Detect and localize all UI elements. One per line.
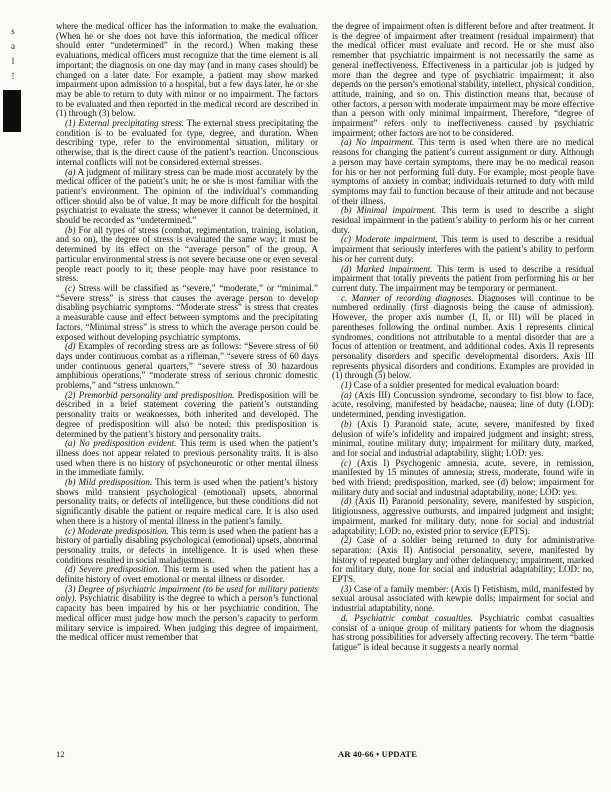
- text-segment: d. Psychiatric combat casualties.: [341, 612, 474, 623]
- text-segment: (d) Marked impairment.: [341, 263, 433, 274]
- text-segment: (2): [341, 535, 352, 546]
- text-segment: c. Manner of recording diagnoses.: [341, 292, 474, 303]
- text-segment: Case of a soldier presented for medical evaluation board:: [351, 380, 560, 391]
- paragraph: [56, 168, 318, 226]
- text-segment: (Axis I) Psychogenic amnesia, acute, severe, in remission, manifested by 15 minutes of amnesia; stress, moderate, found wife in bed with friend; predisposition, marked, see (d) below; impairment for military duty and social and industrial adaptability, none; LOD: yes.: [332, 457, 594, 497]
- paragraph: [332, 294, 594, 381]
- text-segment: (1): [341, 380, 352, 391]
- margin-bar-artifact: [3, 90, 21, 132]
- text-segment: (Axis I) Paranoid state, acute, severe, manifested by fixed delusion of wife’s infidelity and impaired judgment and insight; stress, minimal, routine military duty; impairment for military duty, marked, and for social and industrial adaptability, slight; LOD: yes.: [332, 418, 594, 458]
- paragraph: [332, 138, 594, 206]
- paragraph: [332, 614, 594, 653]
- paragraph: [332, 235, 594, 264]
- text-segment: (c): [65, 282, 75, 293]
- text-segment: (2) Premorbid personality and predisposition.: [65, 389, 235, 400]
- text-segment: Predisposition will be described in a brief statement covering the patient’s outstanding personality traits or weaknesses, both inherited and developed. The degree of predisposition will also be noted; this predisposition is determined by the patient’s history and personality traits.: [56, 389, 318, 439]
- paragraph: [332, 22, 594, 138]
- margin-artifact-letter: !: [11, 71, 15, 81]
- text-segment: (Axis II) Paranoid personality, severe, manifested by suspicion, litigiousness, aggressive outbursts, and impaired judgment and insight; impairment, marked for military duty, none for social and industrial adaptability; LOD: no, existed prior to service (EPTS).: [332, 496, 594, 536]
- text-segment: Case of a family member: (Axis I) Fetishism, mild, manifested by sexual arousal associated with kewpie dolls; impairment for social and industrial adaptability, none.: [332, 583, 594, 614]
- left-column: [56, 22, 318, 653]
- paragraph: [332, 420, 594, 459]
- text-segment: This term is used when the patient’s illness does not appear related to previous personality traits. It is also used when there is no history of psychoneurotic or other mental illness in the immediate family.: [56, 438, 318, 478]
- text-segment: This term is used to describe a residual impairment that totally prevents the patient from performing his or her current duty. The impairment may be temporary or permanent.: [332, 263, 594, 293]
- regulation-id: AR 40-66 • UPDATE: [338, 749, 418, 759]
- text-segment: For all types of stress (combat, regimentation, training, isolation, and so on), the degree of stress is evaluated the same way; it must be determined by its effect on the “average person” of the group. A particular environmental stress is not severe because one or even several people react poorly to it; these people may have poor resistance to stress.: [56, 224, 318, 284]
- paragraph: [332, 265, 594, 294]
- text-segment: Psychiatric combat casualties consist of a unique group of military patients for whom the diagnosis has strong possibilities for adversely affecting recovery. The term “battle fatigue” is ideal because it suggests a nearly normal: [332, 612, 595, 652]
- paragraph: [56, 226, 318, 284]
- paragraph: [56, 565, 318, 584]
- margin-artifact-letter: s: [11, 26, 15, 36]
- text-segment: (b): [341, 418, 352, 429]
- text-segment: (c) Moderate impairment.: [341, 234, 438, 245]
- text-segment: This term is used to describe a slight residual impairment in the patient’s ability to perform his or her current duty.: [332, 205, 594, 235]
- paragraph: [56, 284, 318, 342]
- text-segment: This term is used to describe a residual impairment that seriously interferes with the patient’s ability to perform his or her current duty.: [332, 234, 594, 264]
- margin-artifact-letter: l: [11, 56, 15, 66]
- paragraph: [56, 527, 318, 566]
- paragraph: [56, 585, 318, 643]
- text-segment: (d) Severe predisposition.: [65, 564, 160, 575]
- text-body: [56, 22, 594, 653]
- text-segment: (c) Moderate predisposition.: [65, 525, 169, 536]
- text-segment: (b) Mild predisposition.: [65, 477, 153, 488]
- text-segment: (a): [341, 389, 352, 400]
- text-segment: (a) No predisposition evident.: [65, 438, 177, 449]
- text-segment: where the medical officer has the information to make the evaluation. (When he or she does not have this information, the medical officer should enter “undetermined” in the record.) When making these evaluations, medical officers must recognize that the time element is all important; the diagnosis on one day may (and in many cases should) be changed on a later date. For example, a patient may show marked impairment upon admission to a hospital, but a few days later, he or she may be able to return to duty with minor or no impairment. The factors to be evaluated and then reported in the medical record are described in (1) through (3) below.: [56, 21, 318, 119]
- text-segment: Diagnoses will continue to be numbered ordinally (first diagnosis being the cause of admission). However, the proper axis number (I, II, or III) will be placed in parentheses following the ordinal number. Axis I represents clinical syndromes, conditions not attributable to a mental disorder that are a focus of attention or treatment, and additional codes. Axis II represents personality disorders and specific developmental disorders. Axis III represents physical disorders and conditions. Examples are provided in (1) through (5) below.: [332, 292, 594, 381]
- text-segment: (a) No impairment.: [341, 137, 415, 148]
- text-segment: This term is used when the patient has a definite history of overt emotional or mental illness or disorder.: [56, 564, 318, 585]
- paragraph: [56, 439, 318, 478]
- text-segment: A judgment of military stress can be made most accurately by the medical officer of the patient’s unit; he or she is most familiar with the patient’s environment. The opinion of the individual’s commanding officer should also be of value. It may be more difficult for the hospital psychiatrist to evaluate the stress; whenever it cannot be determined, it should be recorded as “undetermined.”: [56, 166, 318, 226]
- paragraph: [332, 536, 594, 585]
- text-segment: (b): [65, 224, 76, 235]
- text-segment: (c): [341, 457, 351, 468]
- text-segment: This term is used when the patient has a history of partially disabling psychological (emotional) upsets, abnormal personality traits, or defects in intelligence. It is used when these conditions resulted in social maladjustment.: [56, 525, 318, 565]
- text-segment: the degree of impairment often is different before and after treatment. It is the degree of impairment after treatment (residual impairment) that the medical officer must evaluate and record. He or she must also remember that psychiatric impairment is not necessarily the same as general ineffectiveness. Effectiveness in a particular job is judged by more than the degree and type of psychiatric impairment; it also depends on the person’s emotional stability, intellect, physical condition, attitude, training, and so on. This distinction means that, because of other factors, a person with moderate impairment may be more effective than a person with only minimal impairment. Therefore, “degree of impairment” refers only to ineffectiveness caused by psychiatric impairment; other factors are not to be considered.: [332, 21, 594, 138]
- text-segment: Case of a soldier being returned to duty for administrative separation: (Axis II) Antisocial personality, severe, manifested by history of repeated burglary and other delinquency; impairment, marked for military duty, none for social and industrial adaptability; LOD: no, EPTS.: [332, 535, 594, 585]
- text-segment: The external stress precipitating the condition is to be evaluated for type, degree, and duration. When describing type, refer to the environmental situation, military or otherwise, that is the direct cause of the patient’s reaction. Unconscious internal conflicts will not be considered external stresses.: [56, 118, 318, 167]
- text-segment: Psychiatric disability is the degree to which a person’s functional capacity has been impaired by his or her psychiatric condition. The medical officer must judge how much the person’s capacity to perform military service is impaired. When judging this degree of impairment, the medical officer must remember that: [56, 593, 318, 643]
- text-segment: (d): [341, 496, 352, 507]
- paragraph: [332, 391, 594, 420]
- paragraph: [56, 391, 318, 440]
- text-segment: (1) External precipitating stress.: [65, 118, 184, 129]
- margin-artifacts: [5, 26, 21, 81]
- page-number: 12: [56, 749, 65, 759]
- paragraph: [332, 459, 594, 498]
- paragraph: [332, 585, 594, 614]
- text-segment: (3): [341, 583, 352, 594]
- text-segment: (a): [65, 166, 76, 177]
- paragraph: [332, 206, 594, 235]
- text-segment: (Axis III) Concussion syndrome, secondary to fist blow to face, acute, resolving, manifested by headache, nausea; line of duty (LOD): undetermined, pending investigation.: [332, 389, 594, 420]
- text-segment: (3) Degree of psychiatric impairment (to be used for military patients only).: [56, 583, 318, 604]
- right-column: [332, 22, 594, 653]
- text-segment: (d): [65, 341, 76, 352]
- paragraph: [56, 22, 318, 119]
- text-segment: (b) Minimal impairment.: [341, 205, 437, 216]
- paragraph: [56, 478, 318, 527]
- text-segment: This term is used when the patient’s history shows mild transient psychological (emotional) upsets, abnormal personality traits, or defects of intelligence, but these conditions did not significantly disable the patient or require medical care. It is also used when there is a history of mental illness in the patient’s family.: [56, 477, 318, 526]
- text-segment: Examples of recording stress are as follows: “Severe stress of 60 days under continuous combat as a rifleman,” “severe stress of 60 days under continuous general quarters,” “severe stress of 30 hazardous amphibious operations,” “moderate stress of serious chronic domestic problems,” and “stress unknown.”: [56, 341, 318, 391]
- margin-artifact-letter: a: [11, 41, 15, 51]
- paragraph: [56, 119, 318, 168]
- paragraph: [56, 342, 318, 391]
- paragraph: [332, 497, 594, 536]
- text-segment: This term is used when there are no medical reasons for changing the patient’s current assignment or duty. Although a person may have certain symptoms, there may be no medical reason for his or her not performing full duty. For example, most people have symptoms of anxiety in combat; individuals returned to duty with mild symptoms may fail to function because of their attitude and not because of their illness.: [332, 137, 594, 206]
- page-footer: [56, 749, 594, 763]
- text-segment: Stress will be classified as “severe,” “moderate,” or “minimal.” “Severe stress” is stress that causes the average person to develop disabling psychiatric symptoms. “Moderate stress” is stress that creates a measurable cause and effect between symptoms and the precipitating factors. “Minimal stress” is stress to which the average person could be exposed without developing psychiatric symptoms.: [56, 282, 318, 342]
